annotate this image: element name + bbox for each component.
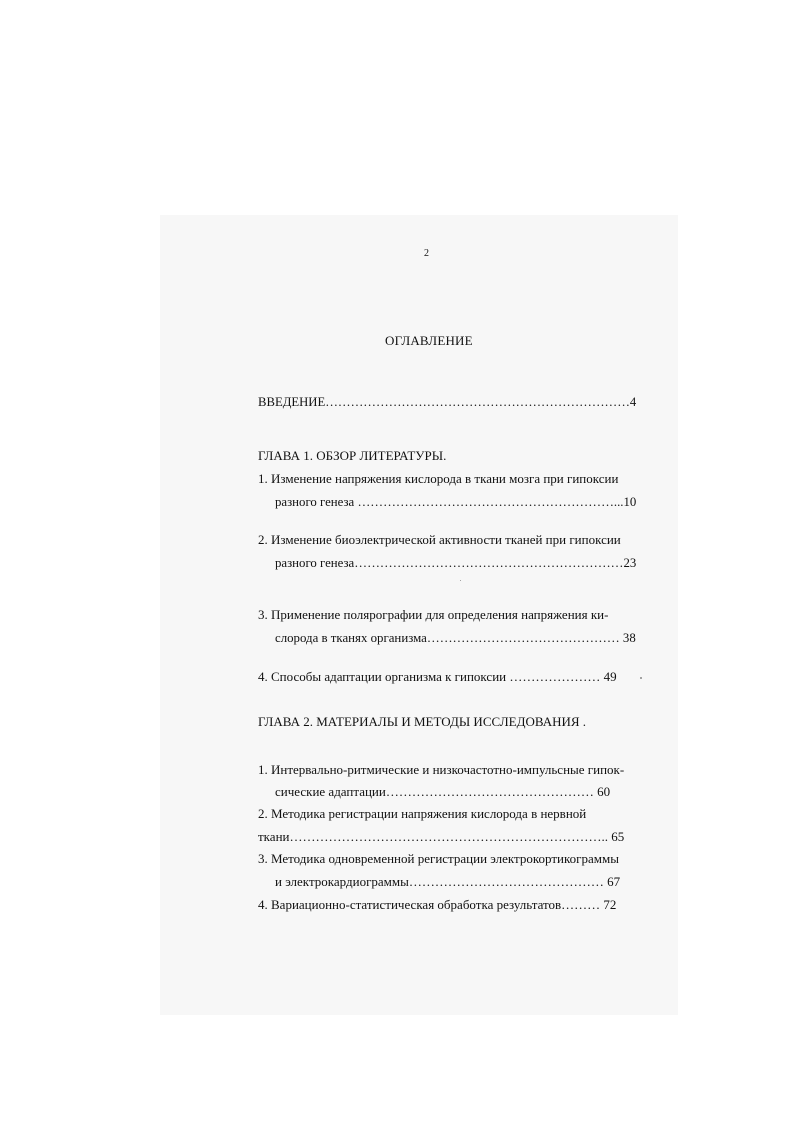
chapter2-item1-line2: сические адаптации………………………………………… 60	[275, 784, 611, 799]
chapter2-item3-line1: 3. Методика одновременной регистрации электрокортикограммы	[258, 851, 619, 866]
chapter1-heading: ГЛАВА 1. ОБЗОР ЛИТЕРАТУРЫ.	[258, 448, 447, 463]
chapter1-item4: 4. Способы адаптации организма к гипоксии ………………… 49	[258, 669, 617, 684]
chapter2-item1-line1: 1. Интервально-ритмические и низкочастотно-импульсные гипок-	[258, 762, 625, 777]
chapter1-item3-line2: слорода в тканях организма……………………………………… 38	[275, 630, 636, 645]
toc-introduction: ВВЕДЕНИЕ………………………………………………………………4	[258, 394, 637, 409]
chapter1-item3-line1: 3. Применение полярографии для определения напряжения ки-	[258, 607, 609, 622]
chapter2-heading: ГЛАВА 2. МАТЕРИАЛЫ И МЕТОДЫ ИССЛЕДОВАНИЯ .	[258, 714, 587, 729]
chapter1-item1-line2: разного генеза ……………………………………………………...10	[275, 494, 637, 509]
chapter1-item1-line1: 1. Изменение напряжения кислорода в ткани мозга при гипоксии	[258, 471, 619, 486]
page-title: ОГЛАВЛЕНИЕ	[385, 333, 473, 348]
page-number: 2	[424, 248, 429, 259]
chapter2-item4: 4. Вариационно-статистическая обработка результатов……… 72	[258, 897, 617, 912]
chapter1-item2-line1: 2. Изменение биоэлектрической активности тканей при гипоксии	[258, 532, 621, 547]
scan-speck	[460, 580, 461, 581]
chapter2-item2-line1: 2. Методика регистрации напряжения кислорода в нервной	[258, 806, 587, 821]
chapter2-item3-line2: и электрокардиограммы……………………………………… 67	[275, 874, 621, 889]
chapter2-item2-line2: ткани……………………………………………………………….. 65	[258, 829, 625, 844]
chapter1-item2-line2: разного генеза………………………………………………………23	[275, 555, 637, 570]
scan-speck	[640, 677, 642, 679]
